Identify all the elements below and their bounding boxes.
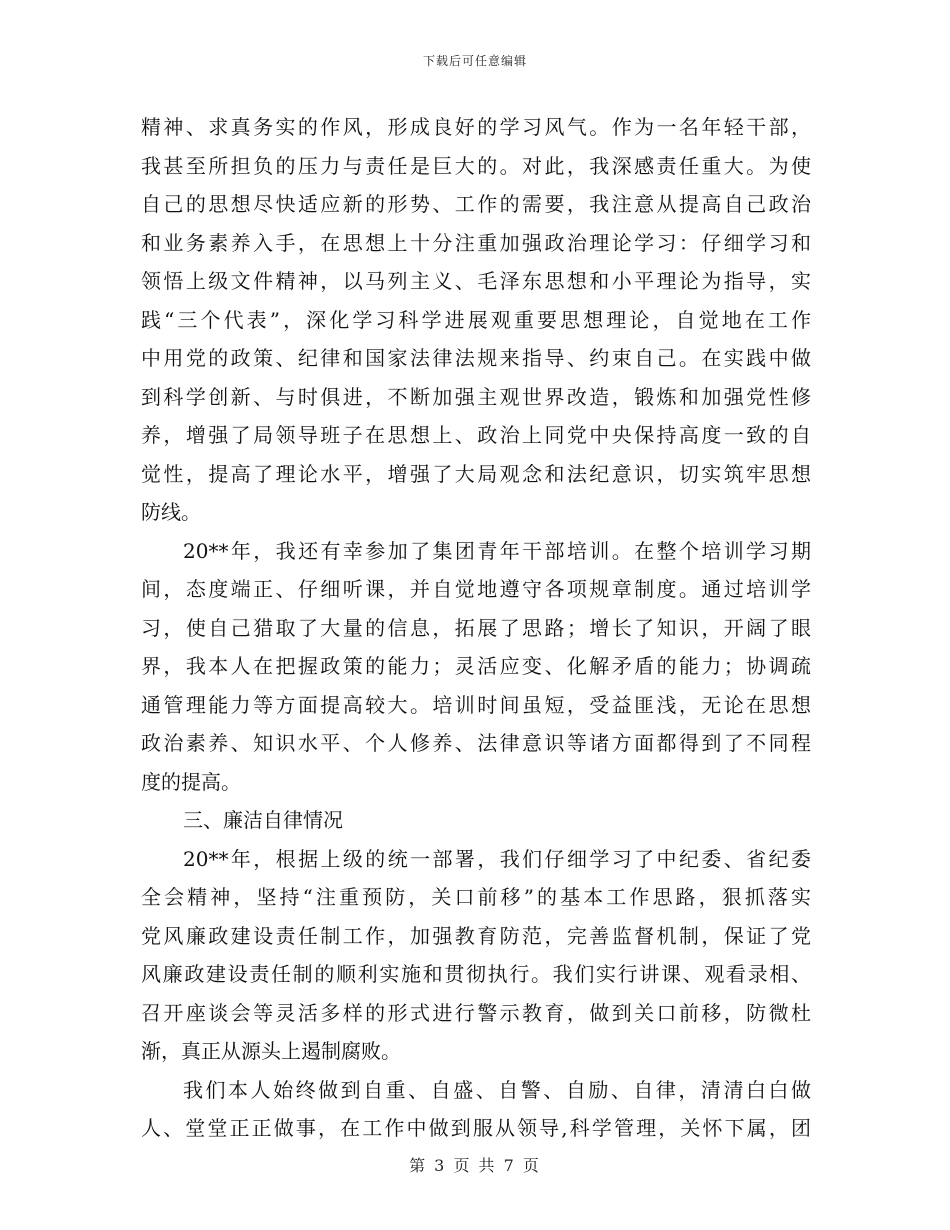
text-line: 全会精神，坚持“注重预防，关口前移”的基本工作思路，狠抓落实 — [141, 885, 811, 909]
text-line: 防线。 — [141, 500, 201, 524]
text-line: 养，增强了局领导班子在思想上、政治上同党中央保持高度一致的自 — [141, 423, 811, 447]
text-line: 习，使自己猎取了大量的信息，拓展了思路；增长了知识，开阔了眼 — [141, 615, 811, 640]
text-line: 中用党的政策、纪律和国家法律法规来指导、约束自己。在实践中做 — [141, 346, 811, 370]
text-line: 界，我本人在把握政策的能力；灵活应变、化解矛盾的能力；协调疏 — [141, 654, 811, 678]
text-line: 风廉政建设责任制的顺利实施和贯彻执行。我们实行讲课、观看录相、 — [141, 962, 811, 986]
text-line: 召开座谈会等灵活多样的形式进行警示教育，做到关口前移，防微杜 — [141, 1000, 811, 1025]
text-line: 践“三个代表”，深化学习科学进展观重要思想理论，自觉地在工作 — [141, 307, 811, 332]
text-line: 通管理能力等方面提高较大。培训时间虽短，受益匪浅，无论在思想 — [141, 692, 811, 717]
paragraph — [141, 108, 811, 532]
text-line: 自己的思想尽快适应新的形势、工作的需要，我注意从提高自己政治 — [141, 192, 811, 216]
text-line: 和业务素养入手，在思想上十分注重加强政治理论学习：仔细学习和 — [141, 230, 811, 255]
paragraph — [141, 1071, 811, 1148]
paragraph — [141, 532, 811, 802]
text-line: 政治素养、知识水平、个人修养、法律意识等诸方面都得到了不同程 — [141, 731, 811, 755]
text-line: 我们本人始终做到自重、自盛、自警、自励、自律，清清白白做 — [183, 1077, 811, 1102]
text-line: 度的提高。 — [141, 769, 241, 794]
document-body — [141, 108, 811, 1148]
text-line: 到科学创新、与时俱进，不断加强主观世界改造，锻炼和加强党性修 — [141, 384, 811, 409]
text-line: 党风廉政建设责任制工作，加强教育防范，完善监督机制，保证了党 — [141, 923, 811, 948]
text-line: 精神、求真务实的作风，形成良好的学习风气。作为一名年轻干部， — [141, 115, 811, 139]
page-header: 下载后可任意编辑 — [422, 54, 527, 68]
text-line: 我甚至所担负的压力与责任是巨大的。对此，我深感责任重大。为使 — [141, 153, 811, 178]
text-line: 20**年，我还有幸参加了集团青年干部培训。在整个培训学习期 — [183, 538, 811, 563]
text-line: 渐，真正从源头上遏制腐败。 — [141, 1039, 401, 1063]
heading-line: 三、廉洁自律情况 — [183, 808, 343, 832]
text-line: 觉性，提高了理论水平，增强了大局观念和法纪意识，切实筑牢思想 — [141, 461, 811, 486]
section-heading — [141, 801, 811, 840]
text-line: 人、堂堂正正做事，在工作中做到服从领导,科学管理，关怀下属，团 — [141, 1116, 811, 1140]
paragraph — [141, 840, 811, 1071]
text-line: 领悟上级文件精神，以马列主义、毛泽东思想和小平理论为指导，实 — [141, 269, 811, 293]
page-footer: 第 3 页 共 7 页 — [409, 1156, 541, 1175]
text-line: 间，态度端正、仔细听课，并自觉地遵守各项规章制度。通过培训学 — [141, 577, 811, 601]
text-line: 20**年，根据上级的统一部署，我们仔细学习了中纪委、省纪委 — [183, 846, 811, 871]
